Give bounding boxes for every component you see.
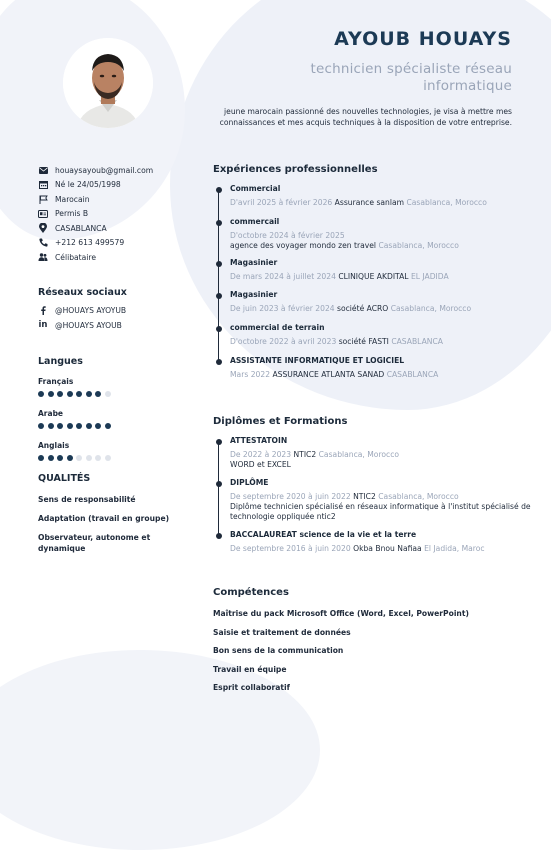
education-section — [213, 416, 551, 554]
job-title: technicien spécialiste réseau informatique — [310, 61, 512, 94]
entry-meta — [230, 230, 487, 241]
entry-title: ATTESTATOIN — [230, 436, 288, 445]
contact-phone — [38, 236, 198, 251]
facebook-icon — [38, 305, 48, 315]
level-dot — [86, 423, 92, 429]
quality-item: Observateur, autonome et dynamique — [38, 532, 151, 553]
entry-date: Mars 2022 — [230, 370, 271, 379]
social-title: Réseaux sociaux — [38, 286, 127, 298]
entry-date: D'octobre 2022 à avril 2023 — [230, 337, 337, 346]
timeline-item — [218, 323, 487, 347]
language-name: Français — [38, 376, 74, 386]
contact-text: Marocain — [55, 194, 90, 204]
level-dot — [105, 391, 111, 397]
level-dot — [67, 455, 73, 461]
timeline-dot — [216, 261, 222, 267]
entry-organization: NTIC2 — [353, 492, 376, 501]
entry-location: Casablanca, Morocco — [378, 241, 459, 250]
linkedin-icon: in — [38, 320, 48, 330]
skills-list — [213, 609, 469, 692]
entry-date: De mars 2024 à juillet 2024 — [230, 272, 336, 281]
location-icon — [38, 223, 48, 233]
timeline-dot — [216, 439, 222, 445]
entry-meta — [230, 449, 551, 460]
education-timeline — [218, 436, 551, 554]
entry-description — [230, 460, 551, 470]
level-dot — [76, 455, 82, 461]
contact-list — [38, 163, 198, 265]
calendar-icon — [38, 180, 48, 190]
entry-meta — [230, 491, 551, 502]
entry-title: DIPLÔME — [230, 478, 269, 487]
entry-date: De 2022 à 2023 — [230, 450, 292, 459]
quality-item: Adaptation (travail en groupe) — [38, 513, 170, 523]
entry-meta — [230, 303, 487, 314]
timeline-item — [218, 530, 551, 554]
social-handle: @HOUAYS AYOUB — [55, 320, 122, 330]
timeline-dot — [216, 293, 222, 299]
phone-icon — [38, 238, 48, 248]
entry-description-text: Diplôme technicien spécialisé en réseaux informatique à l'institut spécialisé de technologie oppliquée ntic2 — [230, 502, 531, 521]
entry-title: Magasinier — [230, 258, 278, 267]
entry-location: Casablanca, Morocco — [390, 304, 472, 313]
timeline-dot — [216, 533, 222, 539]
level-dot — [95, 391, 101, 397]
left-column — [38, 163, 198, 562]
experience-title: Expériences professionnelles — [213, 164, 378, 175]
entry-organization: société ACRO — [337, 304, 389, 313]
contact-text: Célibataire — [55, 252, 97, 262]
entry-location: Casablanca, Morocco — [378, 492, 459, 501]
timeline-dot — [216, 187, 222, 193]
entry-meta — [230, 271, 487, 282]
contact-text: Né le 24/05/1998 — [55, 180, 121, 190]
language-list — [38, 377, 198, 461]
timeline-item — [218, 184, 487, 208]
level-dot — [38, 455, 44, 461]
entry-title: Commercial — [230, 184, 281, 193]
entry-title: Magasinier — [230, 290, 278, 299]
entry-description-text: WORD et EXCEL — [230, 460, 291, 469]
social-linkedin — [38, 318, 198, 333]
level-dot — [48, 455, 54, 461]
contact-nationality — [38, 192, 198, 207]
quality-item: Sens de responsabilité — [38, 494, 136, 504]
level-dot — [67, 391, 73, 397]
skills-section — [213, 587, 469, 702]
skill-item: Esprit collaboratif — [213, 683, 290, 692]
skill-item: Saisie et traitement de données — [213, 627, 351, 637]
level-dot — [76, 423, 82, 429]
timeline-item — [218, 478, 551, 522]
entry-title: ASSISTANTE INFORMATIQUE ET LOGICIEL — [230, 356, 405, 365]
social-handle: @HOUAYS AYOYUB — [55, 305, 127, 315]
contact-birthdate — [38, 178, 198, 193]
entry-date: D'octobre 2024 à février 2025 — [230, 231, 345, 240]
skill-item: Bon sens de la communication — [213, 646, 344, 655]
contact-email — [38, 163, 198, 178]
entry-location: Casablanca, Morocco — [318, 450, 400, 459]
entry-location: CASABLANCA — [386, 370, 439, 379]
level-dot — [76, 391, 82, 397]
entry-organization: ASSURANCE ATLANTA SANAD — [272, 370, 385, 379]
entry-title: BACCALAUREAT science de la vie et la terre — [230, 530, 417, 539]
level-dot — [48, 423, 54, 429]
level-dot — [48, 391, 54, 397]
contact-text: +212 613 499579 — [55, 238, 125, 248]
level-dot — [105, 423, 111, 429]
entry-meta — [230, 369, 487, 380]
entry-location: EL JADIDA — [410, 272, 449, 281]
contact-city — [38, 221, 198, 236]
level-dot — [38, 391, 44, 397]
level-dot — [57, 423, 63, 429]
entry-organization: Assurance sanlam — [334, 198, 405, 207]
language-level-dots — [38, 391, 198, 397]
candidate-name: AYOUB HOUAYS — [334, 28, 512, 50]
language-level-dots — [38, 455, 198, 461]
experience-timeline — [218, 184, 487, 380]
entry-date: De juin 2023 à février 2024 — [230, 304, 335, 313]
entry-description — [230, 241, 487, 251]
mail-icon — [38, 165, 48, 175]
entry-title: commercial de terrain — [230, 323, 325, 332]
entry-title: commercail — [230, 217, 280, 226]
entry-description-text: agence des voyager mondo zen travel — [230, 241, 377, 250]
entry-location: El Jadida, Maroc — [424, 544, 485, 553]
timeline-item — [218, 356, 487, 380]
level-dot — [38, 423, 44, 429]
contact-text: CASABLANCA — [55, 223, 107, 233]
timeline-item — [218, 258, 487, 282]
entry-date: D'avril 2025 à février 2026 — [230, 198, 333, 207]
entry-organization: CLINIQUE AKDITAL — [338, 272, 409, 281]
level-dot — [86, 455, 92, 461]
timeline-dot — [216, 326, 222, 332]
level-dot — [57, 391, 63, 397]
people-icon — [38, 252, 48, 262]
entry-organization: société FASTI — [338, 337, 389, 346]
language-name: Anglais — [38, 440, 70, 450]
timeline-dot — [216, 359, 222, 365]
level-dot — [105, 455, 111, 461]
education-title: Diplômes et Formations — [213, 416, 348, 427]
contact-text: Permis B — [55, 209, 89, 219]
social-facebook — [38, 303, 198, 318]
language-name: Arabe — [38, 408, 64, 418]
level-dot — [57, 455, 63, 461]
language-level-dots — [38, 423, 198, 429]
contact-text: houaysayoub@gmail.com — [55, 165, 154, 175]
timeline-item — [218, 290, 487, 314]
entry-organization: NTIC2 — [293, 450, 317, 459]
entry-date: De septembre 2016 à juin 2020 — [230, 544, 351, 553]
languages-title: Langues — [38, 355, 83, 367]
qualities-list — [38, 494, 198, 554]
level-dot — [67, 423, 73, 429]
timeline-dot — [216, 220, 222, 226]
experience-section — [213, 164, 487, 380]
contact-license — [38, 207, 198, 222]
profile-summary: jeune marocain passionné des nouvelles technologies, je visa à mettre mes connaissances et mes acquis techniques à la disposition de votre entreprise. — [219, 107, 512, 127]
entry-description — [230, 502, 551, 522]
qualities-title: QUALITÉS — [38, 472, 91, 484]
timeline-item — [218, 217, 487, 251]
skills-title: Compétences — [213, 587, 289, 598]
skill-item: Travail en équipe — [213, 664, 287, 674]
entry-location: Casablanca, Morocco — [406, 198, 487, 207]
entry-location: CASABLANCA — [391, 337, 443, 346]
level-dot — [95, 455, 101, 461]
contact-status — [38, 250, 198, 265]
flag-icon — [38, 194, 48, 204]
entry-meta — [230, 543, 551, 554]
entry-organization: Okba Bnou Nafiaa — [353, 544, 422, 553]
entry-meta — [230, 197, 487, 208]
entry-date: De septembre 2020 à juin 2022 — [230, 492, 351, 501]
level-dot — [95, 423, 101, 429]
entry-meta — [230, 336, 487, 347]
id-card-icon — [38, 209, 48, 219]
level-dot — [86, 391, 92, 397]
profile-photo — [63, 38, 153, 128]
timeline-dot — [216, 481, 222, 487]
timeline-item — [218, 436, 551, 470]
skill-item: Maîtrise du pack Microsoft Office (Word, Excel, PowerPoint) — [213, 609, 469, 618]
